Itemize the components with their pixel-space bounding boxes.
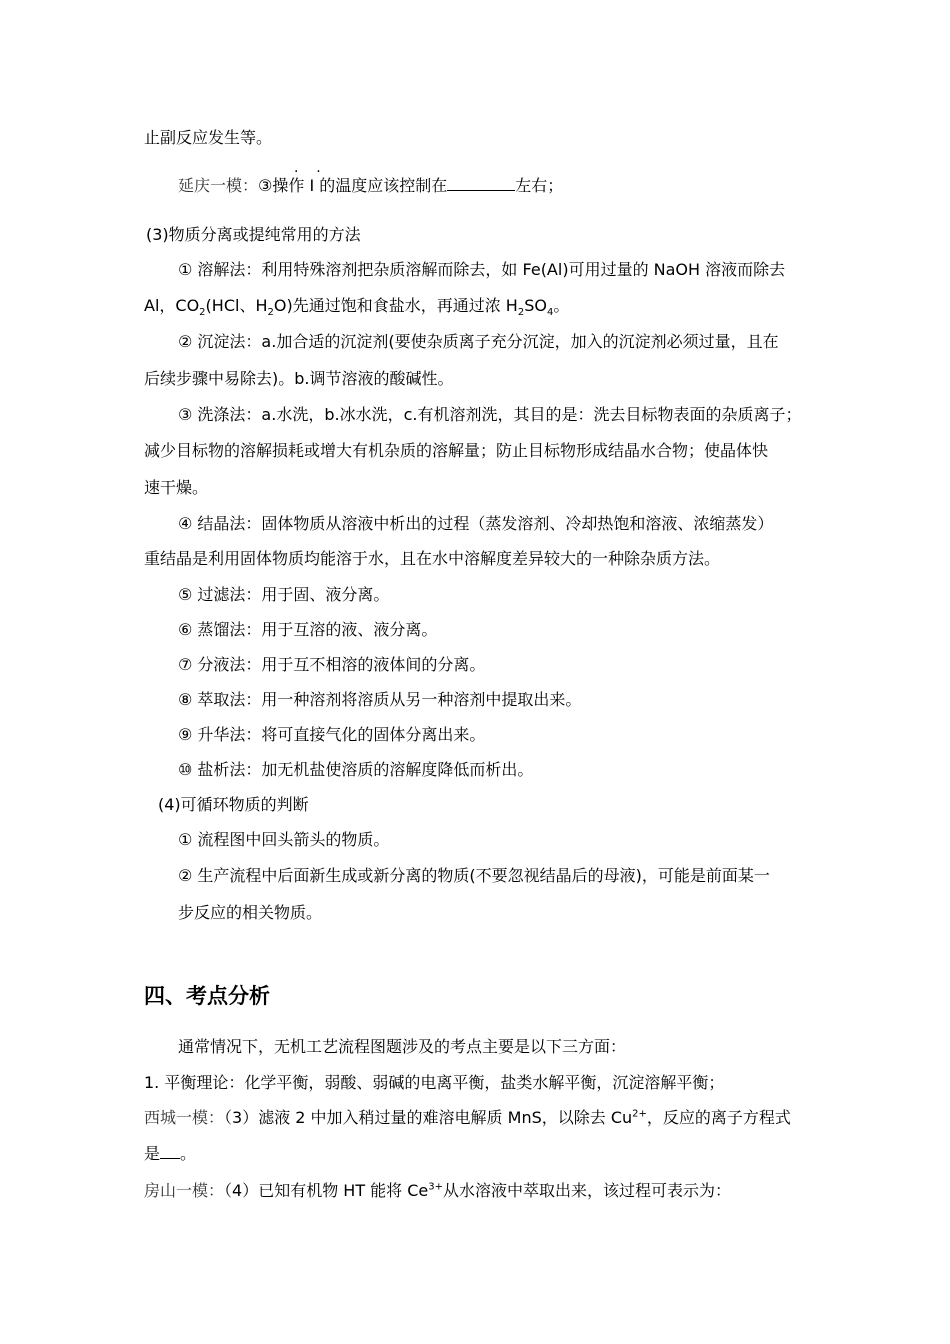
question-line-xicheng: 西城一模：（3）滤液 2 中加入稍过量的难溶电解质 MnS，以除去 $Cu^{2+}$，反应的离子方程式 <box>144 1108 791 1127</box>
text-line: ④ 结晶法：固体物质从溶液中析出的过程（蒸发溶剂、冷却热饱和溶液、浓缩蒸发） <box>178 514 774 533</box>
section-heading-4: (4)可循环物质的判断 <box>158 795 309 814</box>
text-line: ② 沉淀法：a.加合适的沉淀剂(要使杂质离子充分沉淀，加入的沉淀剂必须过量，且在 <box>178 332 779 351</box>
question-text: （3）滤液 2 中加入稍过量的难溶电解质 MnS，以除去 Cu <box>224 1108 633 1127</box>
answer-blank[interactable] <box>447 176 515 191</box>
question-tail: 左右； <box>515 178 564 195</box>
list-item: ⑩ 盐析法：加无机盐使溶质的溶解度降低而析出。 <box>178 760 534 779</box>
text-line: 步反应的相关物质。 <box>178 903 323 922</box>
source-label: 西城一模： <box>144 1110 225 1127</box>
list-item: ⑧ 萃取法：用一种溶剂将溶质从另一种溶剂中提取出来。 <box>178 690 582 709</box>
question-line-yanqing <box>178 176 563 197</box>
text-line: 后续步骤中易除去)。b.调节溶液的酸碱性。 <box>144 369 454 388</box>
list-item: ⑥ 蒸馏法：用于互溶的液、液分离。 <box>178 620 438 639</box>
text-line: 止副反应发生等。 <box>144 128 273 147</box>
text-line-formula: Al，$CO_2(HCl$、$H_2O$)先通过饱和食盐水，再通过浓 $H_2SO_4$。 <box>144 296 570 319</box>
text-line: 减少目标物的溶解损耗或增大有机杂质的溶解量；防止目标物形成结晶水合物；使晶体快 <box>144 441 769 460</box>
question-line-continued: 是 。 <box>144 1144 197 1163</box>
list-item: ⑦ 分液法：用于互不相溶的液体间的分离。 <box>178 655 486 674</box>
list-item: ⑨ 升华法：将可直接气化的固体分离出来。 <box>178 725 486 744</box>
text-line: 速干燥。 <box>144 478 209 497</box>
section-heading-3: (3)物质分离或提纯常用的方法 <box>146 225 361 244</box>
chapter-heading: 四、考点分析 <box>144 984 270 1008</box>
question-text: （4）已知有机物 HT 能将 Ce <box>224 1181 429 1200</box>
list-item: ② 生产流程中后面新生成或新分离的物质(不要忽视结晶后的母液)，可能是前面某一 <box>178 866 770 885</box>
source-label: 延庆一模： <box>178 178 259 195</box>
answer-blank[interactable] <box>160 1144 180 1159</box>
list-item: ① 流程图中回头箭头的物质。 <box>178 830 390 849</box>
text-line: 通常情况下，无机工艺流程图题涉及的考点主要是以下三方面： <box>178 1037 627 1056</box>
question-text: · · ③操作 I 的温度应该控制在 <box>258 176 447 195</box>
text-line: ③ 洗涤法：a.水洗，b.冰水洗，c.有机溶剂洗，其目的是：洗去目标物表面的杂质离子； <box>178 405 802 424</box>
text-line: 1. 平衡理论：化学平衡，弱酸、弱碱的电离平衡，盐类水解平衡，沉淀溶解平衡； <box>144 1073 725 1092</box>
question-line-fangshan: 房山一模：（4）已知有机物 HT 能将 $Ce^{3+}$从水溶液中萃取出来，该过程可表示为： <box>144 1181 732 1200</box>
source-label: 房山一模： <box>144 1183 225 1200</box>
text-line: ① 溶解法：利用特殊溶剂把杂质溶解而除去，如 Fe(Al)可用过量的 NaOH 溶液而除去 <box>178 260 786 279</box>
text-line: 重结晶是利用固体物质均能溶于水，且在水中溶解度差异较大的一种除杂质方法。 <box>144 549 721 568</box>
list-item: ⑤ 过滤法：用于固、液分离。 <box>178 585 390 604</box>
